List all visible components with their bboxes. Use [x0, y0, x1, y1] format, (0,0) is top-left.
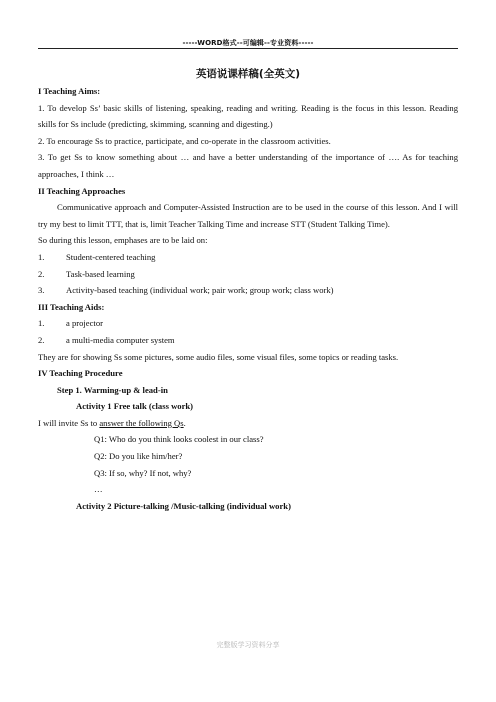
list-number: 2.: [38, 268, 45, 279]
activity-heading: Activity 2 Picture-talking /Music-talking (individual work): [76, 500, 291, 511]
list-text: Task-based learning: [66, 268, 135, 279]
header-rule: [38, 48, 458, 49]
aim-item-1: 1. To develop Ss’ basic skills of listening, speaking, reading and writing. Reading is the focus in this lesson. Reading skills for Ss include (predicting, skimming, scanning and digesting.): [38, 102, 458, 130]
aim-item-3: 3. To get Ss to know something about … and have a better understanding of the importance of …. As for teaching approaches, I think …: [38, 152, 458, 179]
activity-heading: Activity 1 Free talk (class work): [76, 401, 194, 412]
list-text: Student-centered teaching: [66, 251, 156, 262]
invite-line: [38, 415, 458, 432]
page-header: -----WORD格式--可编辑--专业资料-----: [182, 39, 314, 47]
section-heading-approaches: II Teaching Approaches: [38, 185, 126, 196]
question-line: Q3: If so, why? If not, why?: [94, 467, 192, 478]
emphasis-item: [38, 266, 458, 283]
document-body: [38, 83, 458, 514]
aids-paragraph: They are for showing Ss some pictures, some audio files, some visual files, some topics or reading tasks.: [38, 351, 399, 362]
list-number: 1.: [38, 318, 45, 329]
aid-item: [38, 332, 458, 349]
document-title: 英语说课样稿(全英文): [195, 68, 301, 80]
invite-underlined: answer the following Qs: [99, 417, 184, 428]
invite-suffix: .: [183, 417, 186, 428]
list-number: 2.: [38, 334, 45, 345]
question-line: Q2: Do you like him/her?: [94, 451, 183, 462]
invite-prefix: I will invite Ss to: [38, 417, 100, 428]
section-heading-aids: III Teaching Aids:: [38, 301, 105, 312]
step-heading: Step 1. Warming-up & lead-in: [57, 384, 168, 395]
emphasis-item: [38, 249, 458, 266]
section-heading-procedure: IV Teaching Procedure: [38, 368, 123, 379]
approaches-paragraph: Communicative approach and Computer-Assisted Instruction are to be used in the course of this lesson. And I will try my best to limit TTT, that is, limit Teacher Talking Time and increase STT (Student Talking Time).: [38, 202, 458, 229]
page-footer: 完整版学习资料分享: [216, 641, 280, 649]
list-number: 1.: [38, 251, 45, 262]
section-heading-aims: I Teaching Aims:: [38, 86, 101, 96]
question-line: Q1: Who do you think looks coolest in our class?: [94, 434, 264, 445]
list-number: 3.: [38, 285, 45, 296]
question-ellipsis: …: [94, 484, 103, 495]
list-text: Activity-based teaching (individual work; pair work; group work; class work): [66, 285, 334, 296]
emphasis-item: [38, 282, 458, 299]
emphasis-intro: So during this lesson, emphases are to be laid on:: [38, 235, 208, 246]
list-text: a projector: [66, 318, 103, 329]
list-text: a multi-media computer system: [66, 334, 175, 345]
aim-item-2: 2. To encourage Ss to practice, participate, and co-operate in the classroom activities.: [38, 135, 331, 146]
aid-item: [38, 315, 458, 332]
